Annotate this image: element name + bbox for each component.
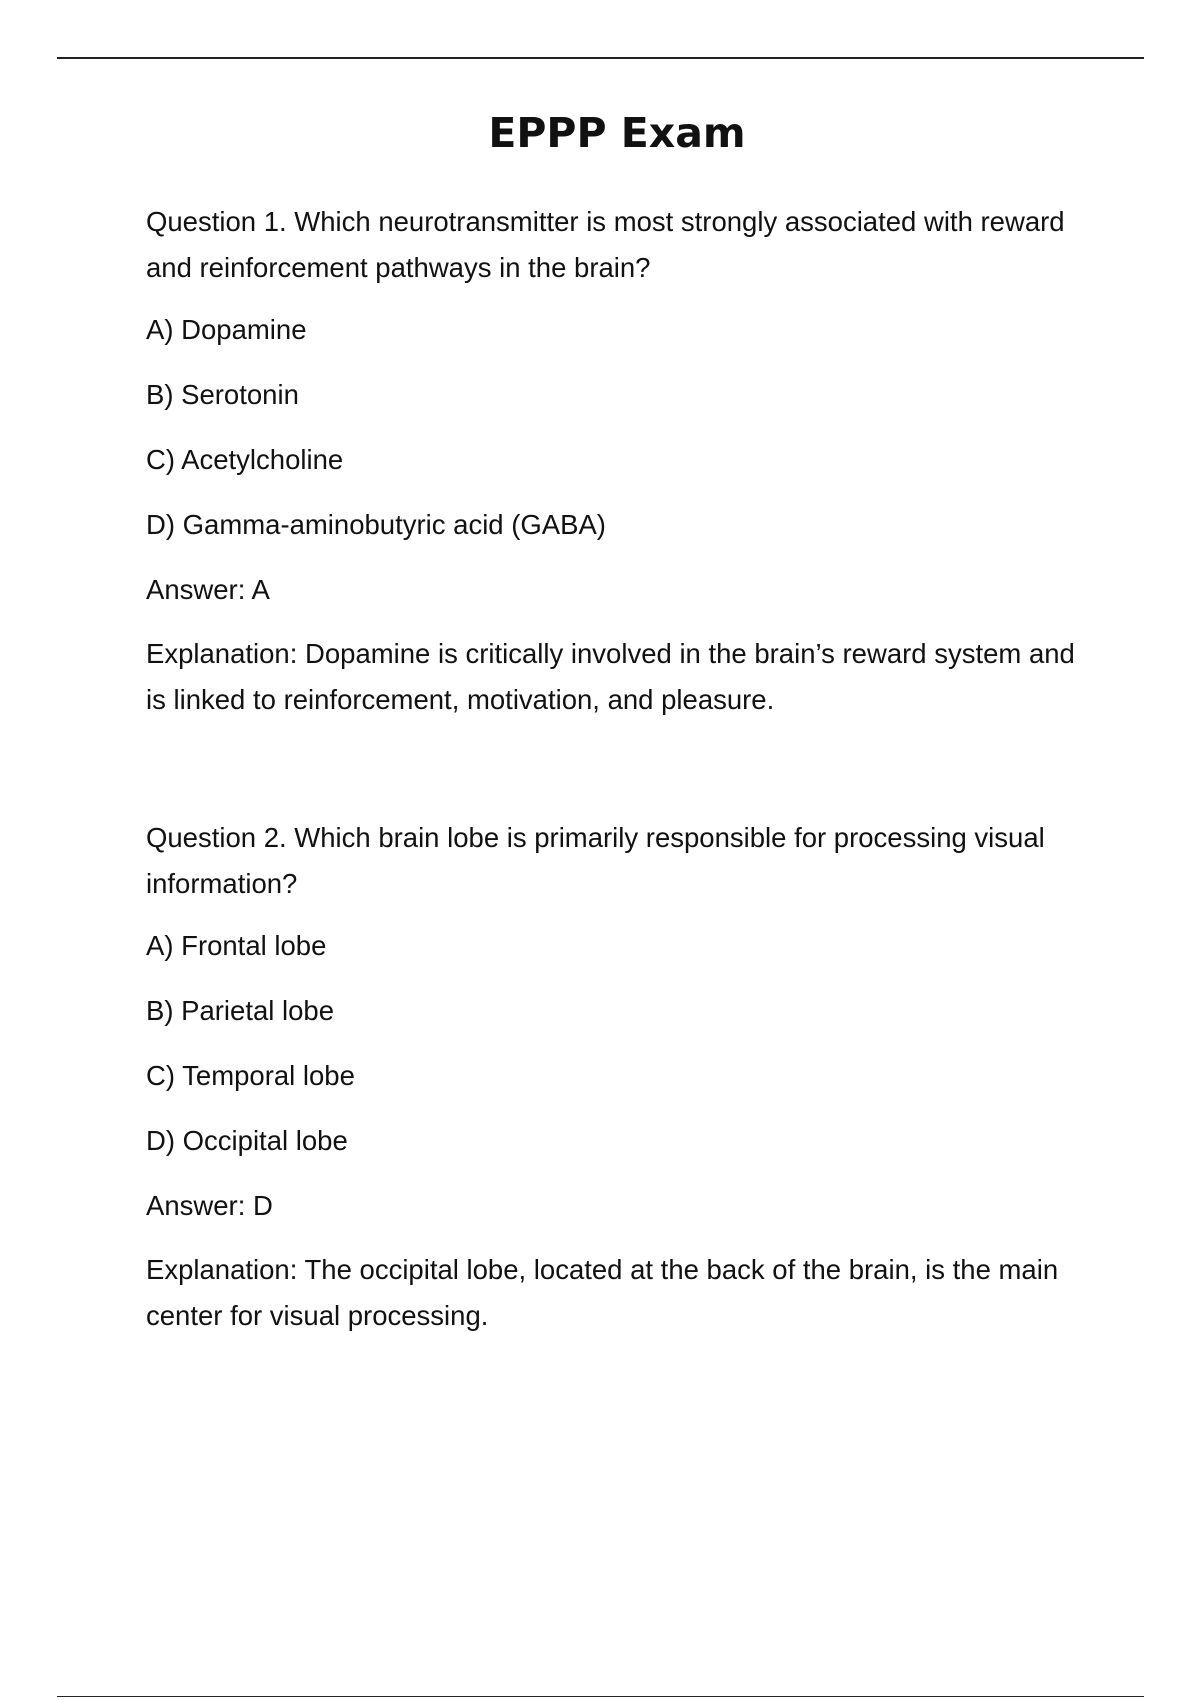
option-d: D) Occipital lobe	[146, 1125, 348, 1156]
option-d: D) Gamma-aminobutyric acid (GABA)	[146, 509, 606, 540]
explanation-text: Explanation: Dopamine is critically involved in the brain’s reward system and is linked to reinforcement, motivation, and pleasure.	[146, 638, 1075, 715]
explanation-text: Explanation: The occipital lobe, located at the back of the brain, is the main center for visual processing.	[146, 1254, 1059, 1331]
option-a: A) Frontal lobe	[146, 930, 327, 961]
answer-text: Answer: A	[146, 574, 270, 605]
question-block-2	[146, 815, 1086, 1339]
top-divider	[57, 57, 1144, 59]
bottom-divider	[57, 1696, 1144, 1697]
question-block-1	[146, 199, 1086, 723]
option-b: B) Parietal lobe	[146, 995, 335, 1026]
question-text: Question 1. Which neurotransmitter is most strongly associated with reward and reinforcement pathways in the brain?	[146, 206, 1065, 283]
option-c: C) Temporal lobe	[146, 1060, 355, 1091]
page-title: EPPP Exam	[488, 109, 746, 158]
question-text: Question 2. Which brain lobe is primarily responsible for processing visual information?	[146, 822, 1045, 899]
option-b: B) Serotonin	[146, 379, 299, 410]
answer-text: Answer: D	[146, 1190, 273, 1221]
option-c: C) Acetylcholine	[146, 444, 344, 475]
option-a: A) Dopamine	[146, 314, 307, 345]
